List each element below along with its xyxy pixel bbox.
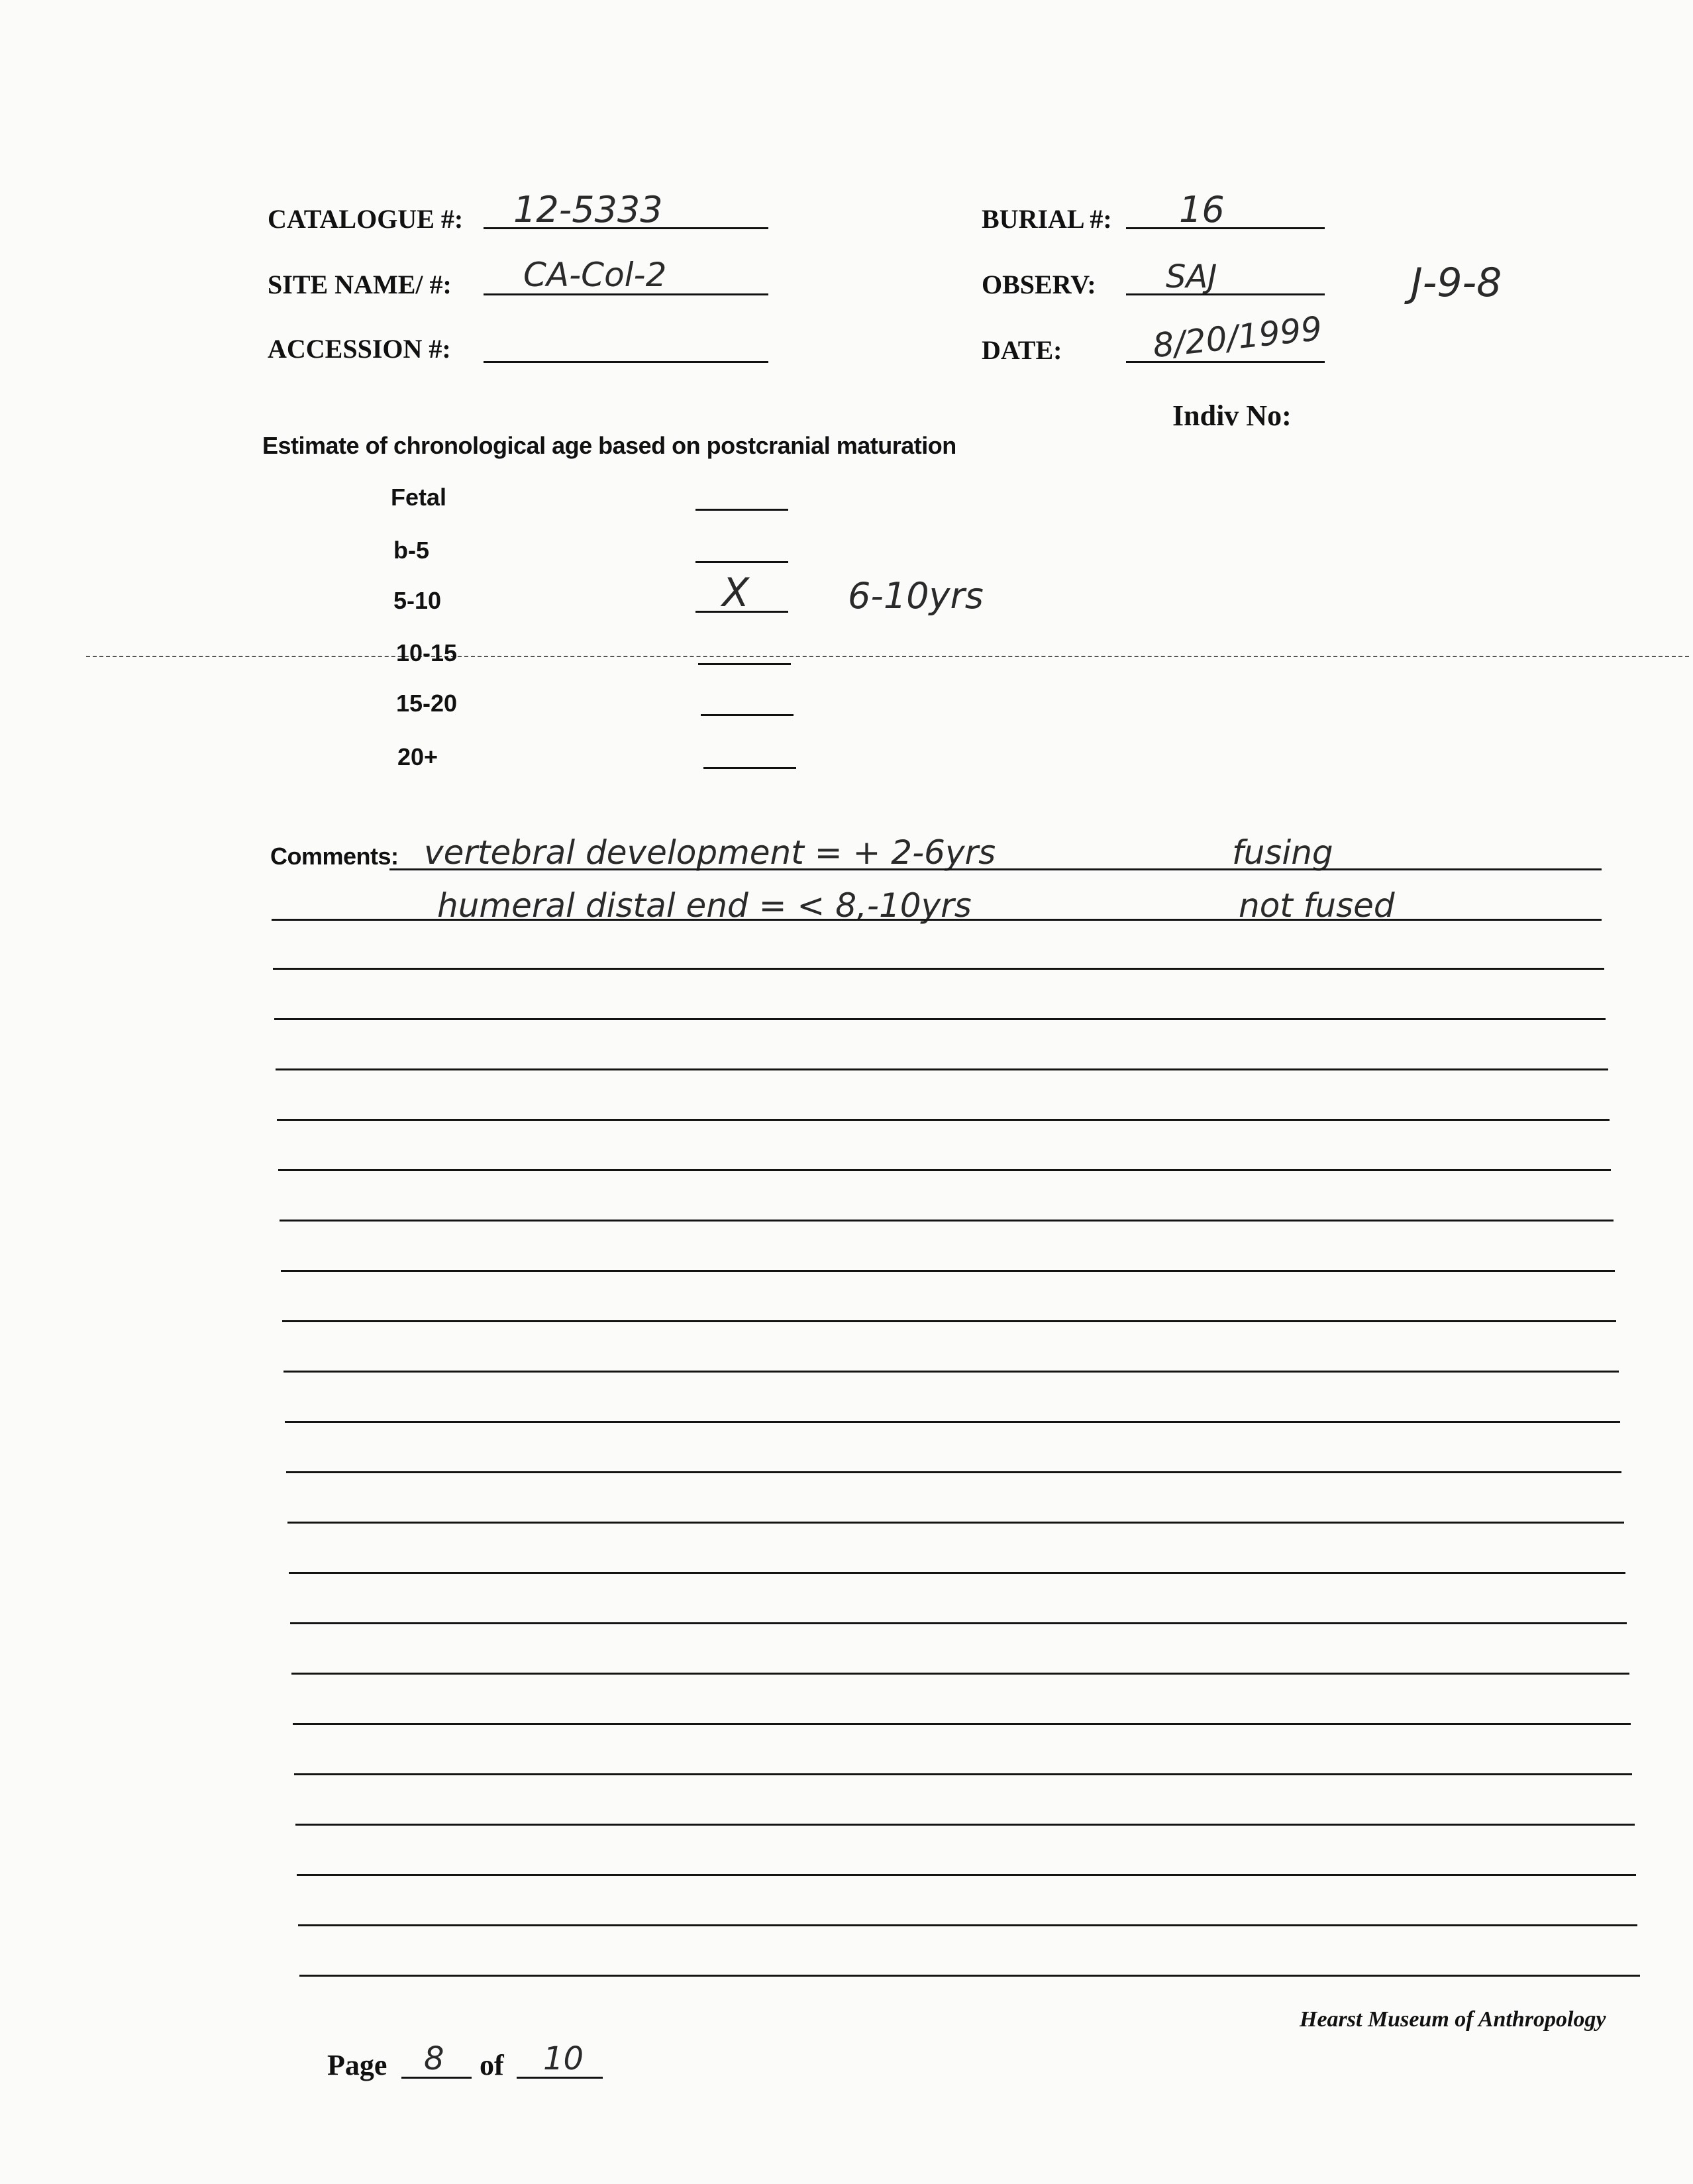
- comment-rule: [293, 1723, 1631, 1725]
- page-label: Page: [327, 2049, 387, 2081]
- indiv-no-label: Indiv No:: [1172, 399, 1292, 432]
- comment-line-1-note: fusing: [1232, 833, 1333, 872]
- age-label: 10-15: [396, 639, 458, 666]
- page-number: 8: [424, 2040, 444, 2077]
- accession-label: ACCESSION #:: [268, 334, 451, 364]
- comment-rule: [389, 868, 1602, 870]
- comment-rule: [287, 1522, 1624, 1524]
- of-label: of: [480, 2049, 504, 2081]
- comment-line-2-note: not fused: [1239, 886, 1395, 925]
- accession-underline: [484, 361, 768, 363]
- catalogue-value: 12-5333: [513, 189, 663, 231]
- age-label: 15-20: [396, 690, 458, 717]
- comment-rule: [291, 1673, 1629, 1675]
- age-mark: X: [722, 570, 750, 616]
- burial-label: BURIAL #:: [982, 204, 1112, 234]
- margin-note: J-9-8: [1411, 260, 1502, 306]
- comment-rule: [278, 1169, 1611, 1171]
- observ-underline: [1126, 293, 1325, 295]
- fold-line: [86, 656, 1689, 657]
- age-note: 6-10yrs: [848, 575, 984, 617]
- age-label: 5-10: [393, 587, 442, 614]
- age-label: b-5: [393, 537, 429, 564]
- comment-rule: [281, 1270, 1615, 1272]
- comment-line-1: vertebral development = + 2-6yrs: [424, 833, 996, 872]
- comment-rule: [272, 919, 1602, 921]
- date-label: DATE:: [982, 335, 1062, 365]
- comment-rule: [283, 1371, 1619, 1373]
- age-blank: [703, 767, 796, 769]
- age-blank: [698, 663, 791, 665]
- museum-name: Hearst Museum of Anthropology: [1300, 2007, 1606, 2032]
- site-name-label: SITE NAME/ #:: [268, 270, 452, 299]
- site-name-value: CA-Col-2: [523, 256, 667, 294]
- comment-rule: [276, 1068, 1608, 1070]
- comment-rule: [299, 1975, 1640, 1977]
- age-blank: [695, 561, 788, 563]
- comment-rule: [295, 1824, 1635, 1826]
- comment-rule: [297, 1874, 1636, 1876]
- date-value: 8/20/1999: [1151, 309, 1324, 366]
- age-blank: [701, 714, 794, 716]
- comment-rule: [285, 1421, 1620, 1423]
- observ-value: SAJ: [1166, 258, 1217, 295]
- comment-rule: [289, 1572, 1625, 1574]
- age-blank: [695, 509, 788, 511]
- observ-label: OBSERV:: [982, 270, 1096, 299]
- comment-rule: [273, 968, 1604, 970]
- comment-rule: [294, 1773, 1632, 1775]
- burial-value: 16: [1179, 189, 1225, 231]
- age-label: Fetal: [391, 484, 447, 511]
- comment-line-2: humeral distal end = < 8,-10yrs: [437, 886, 972, 925]
- burial-underline: [1126, 227, 1325, 229]
- comment-rule: [298, 1924, 1637, 1926]
- total-pages: 10: [543, 2040, 584, 2077]
- comment-rule: [286, 1471, 1621, 1473]
- comment-rule: [274, 1018, 1606, 1020]
- comment-rule: [282, 1320, 1616, 1322]
- comment-rule: [290, 1622, 1627, 1624]
- comment-rule: [277, 1119, 1610, 1121]
- comment-rule: [280, 1220, 1614, 1222]
- estimate-title: Estimate of chronological age based on postcranial maturation: [262, 432, 956, 459]
- catalogue-label: CATALOGUE #:: [268, 204, 464, 234]
- age-label: 20+: [397, 743, 438, 770]
- comments-label: Comments:: [270, 843, 399, 870]
